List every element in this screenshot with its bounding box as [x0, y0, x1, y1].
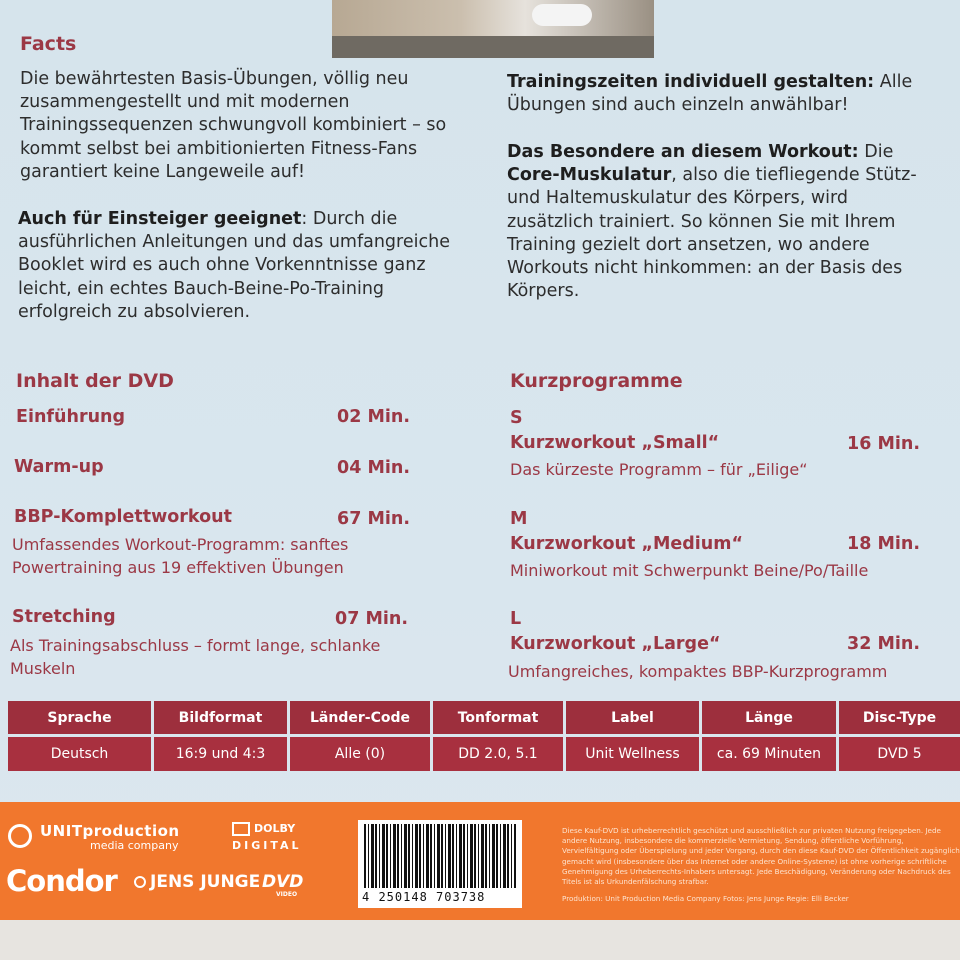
- inhalt-item-duration: 07 Min.: [335, 609, 408, 629]
- facts-paragraph-2: [18, 208, 463, 324]
- facts-right-1: [507, 71, 937, 117]
- dvd-video-subtext: VIDEO: [276, 891, 298, 898]
- inhalt-item-name: BBP-Komplettworkout: [14, 507, 232, 527]
- dolby-digital-text: DIGITAL: [232, 839, 302, 852]
- kurz-item-duration: 18 Min.: [847, 534, 920, 554]
- kurz-item-duration: 16 Min.: [847, 434, 920, 454]
- kurz-item-description: Miniworkout mit Schwerpunkt Beine/Po/Taille: [510, 561, 869, 580]
- kurz-item-name: Kurzworkout „Large“: [510, 634, 721, 654]
- spec-table: [8, 701, 960, 771]
- spec-header: Disc-Type: [839, 701, 960, 734]
- kurz-item-name: Kurzworkout „Small“: [510, 433, 720, 453]
- besondere-pre: Die: [864, 142, 894, 162]
- spec-value: 16:9 und 4:3: [154, 737, 287, 771]
- production-credits: Produktion: Unit Production Media Company Fotos: Jens Junge Regie: Elli Becker: [562, 894, 849, 903]
- inhalt-item-name: Einführung: [16, 407, 126, 427]
- spec-value: Unit Wellness: [566, 737, 699, 771]
- barcode-number: 4 250148 703738: [362, 890, 486, 904]
- spec-value: Deutsch: [8, 737, 151, 771]
- facts-heading: Facts: [20, 33, 77, 55]
- inhalt-item-description: Als Trainingsabschluss – formt lange, schlanke Muskeln: [10, 636, 381, 678]
- kurz-size-label: S: [510, 408, 523, 428]
- spec-value: Alle (0): [290, 737, 430, 771]
- dvd-video-logo: DVD: [262, 872, 304, 892]
- kurz-item-description: Umfangreiches, kompaktes BBP-Kurzprogramm: [508, 662, 888, 681]
- besondere-text: , also die tiefliegende Stütz- und Haltemuskulatur des Körpers, wird zusätzlich trainiert. So können Sie mit Ihrem Training gezielt dort ansetzen, wo andere Workouts nicht hinkommen: an der Basis des Körpers.: [507, 165, 917, 302]
- kurz-item-description: Das kürzeste Programm – für „Eilige“: [510, 460, 808, 479]
- inhalt-item-description: Umfassendes Workout-Programm: sanftes Powertraining aus 19 effektiven Übungen: [12, 535, 349, 577]
- unit-logo-text: UNITproduction: [40, 822, 180, 840]
- spec-value: DD 2.0, 5.1: [433, 737, 563, 771]
- inhalt-item-duration: 02 Min.: [337, 407, 410, 427]
- core-bold: Core-Muskulatur: [507, 165, 672, 186]
- inhalt-heading: Inhalt der DVD: [16, 370, 174, 392]
- kurz-size-label: L: [510, 609, 522, 629]
- spec-header: Tonformat: [433, 701, 563, 734]
- photo-floor: [332, 36, 654, 58]
- kurz-item-name: Kurzworkout „Medium“: [510, 534, 743, 554]
- inhalt-item-name: Warm-up: [14, 457, 104, 477]
- spec-header: Bildformat: [154, 701, 287, 734]
- condor-logo: Condor: [6, 864, 117, 898]
- spec-header: Label: [566, 701, 699, 734]
- trainingszeiten-bold: Trainingszeiten individuell gestalten:: [507, 72, 875, 92]
- spec-value: DVD 5: [839, 737, 960, 771]
- unit-logo-subtext: media company: [90, 839, 179, 852]
- kurz-item-duration: 32 Min.: [847, 634, 920, 654]
- spec-header: Sprache: [8, 701, 151, 734]
- einsteiger-text: : Durch die ausführlichen Anleitungen und das umfangreiche Booklet wird es auch ohne Vorkenntnisse ganz leicht, ein echtes Bauch-Beine-Po-Training erfolgreich zu absolvieren.: [18, 209, 450, 322]
- spec-header: Länge: [702, 701, 836, 734]
- inhalt-item-duration: 04 Min.: [337, 458, 410, 478]
- barcode: [358, 820, 522, 908]
- facts-paragraph-1: Die bewährtesten Basis-Übungen, völlig neu zusammengestellt und mit modernen Trainingssequenzen schwungvoll kombiniert – so kommt selbst bei ambitionierten Fitness-Fans garantiert keine Langeweile auf!: [20, 69, 447, 182]
- inhalt-item-name: Stretching: [12, 607, 116, 627]
- einsteiger-bold: Auch für Einsteiger geeignet: [18, 209, 302, 229]
- jens-junge-logo-icon: [134, 876, 146, 888]
- legal-notice: Diese Kauf-DVD ist urheberrechtlich geschützt und ausschließlich zur privaten Nutzung freigegeben. Jede andere Nutzung, insbesondere die kommerzielle Vermietung, Sendung, öffentliche Vorführung, Vervielfältigung oder Überspielung und jeder Vorgang, durch den diese Kauf-DVD der Öffentlichkeit zugänglich gemacht wird (insbesondere über das Internet oder andere Online-Systeme) ist ohne vorherige schriftliche Genehmigung des Urheberrechts-Inhabers untersagt. Jede Beschädigung, Veränderung oder Nachdruck des Titels ist als Urkundenfälschung strafbar.: [562, 826, 960, 887]
- inhalt-item-duration: 67 Min.: [337, 509, 410, 529]
- dolby-logo-icon: [232, 822, 250, 836]
- facts-right-2: [507, 141, 937, 303]
- unit-logo-icon: [8, 824, 32, 848]
- barcode-bars: [364, 824, 516, 888]
- dolby-logo-text: DOLBY: [254, 822, 296, 835]
- photo-shoe: [532, 4, 592, 26]
- spec-header: Länder-Code: [290, 701, 430, 734]
- cover-photo: [332, 0, 654, 58]
- kurz-size-label: M: [510, 509, 528, 529]
- trainingszeiten-text: Alle Übungen sind auch einzeln anwählbar!: [507, 72, 913, 116]
- bottom-edge: [0, 920, 960, 960]
- kurz-heading: Kurzprogramme: [510, 370, 683, 392]
- spec-value: ca. 69 Minuten: [702, 737, 836, 771]
- besondere-bold: Das Besondere an diesem Workout:: [507, 142, 859, 162]
- jens-junge-logo: JENS JUNGE: [150, 872, 261, 892]
